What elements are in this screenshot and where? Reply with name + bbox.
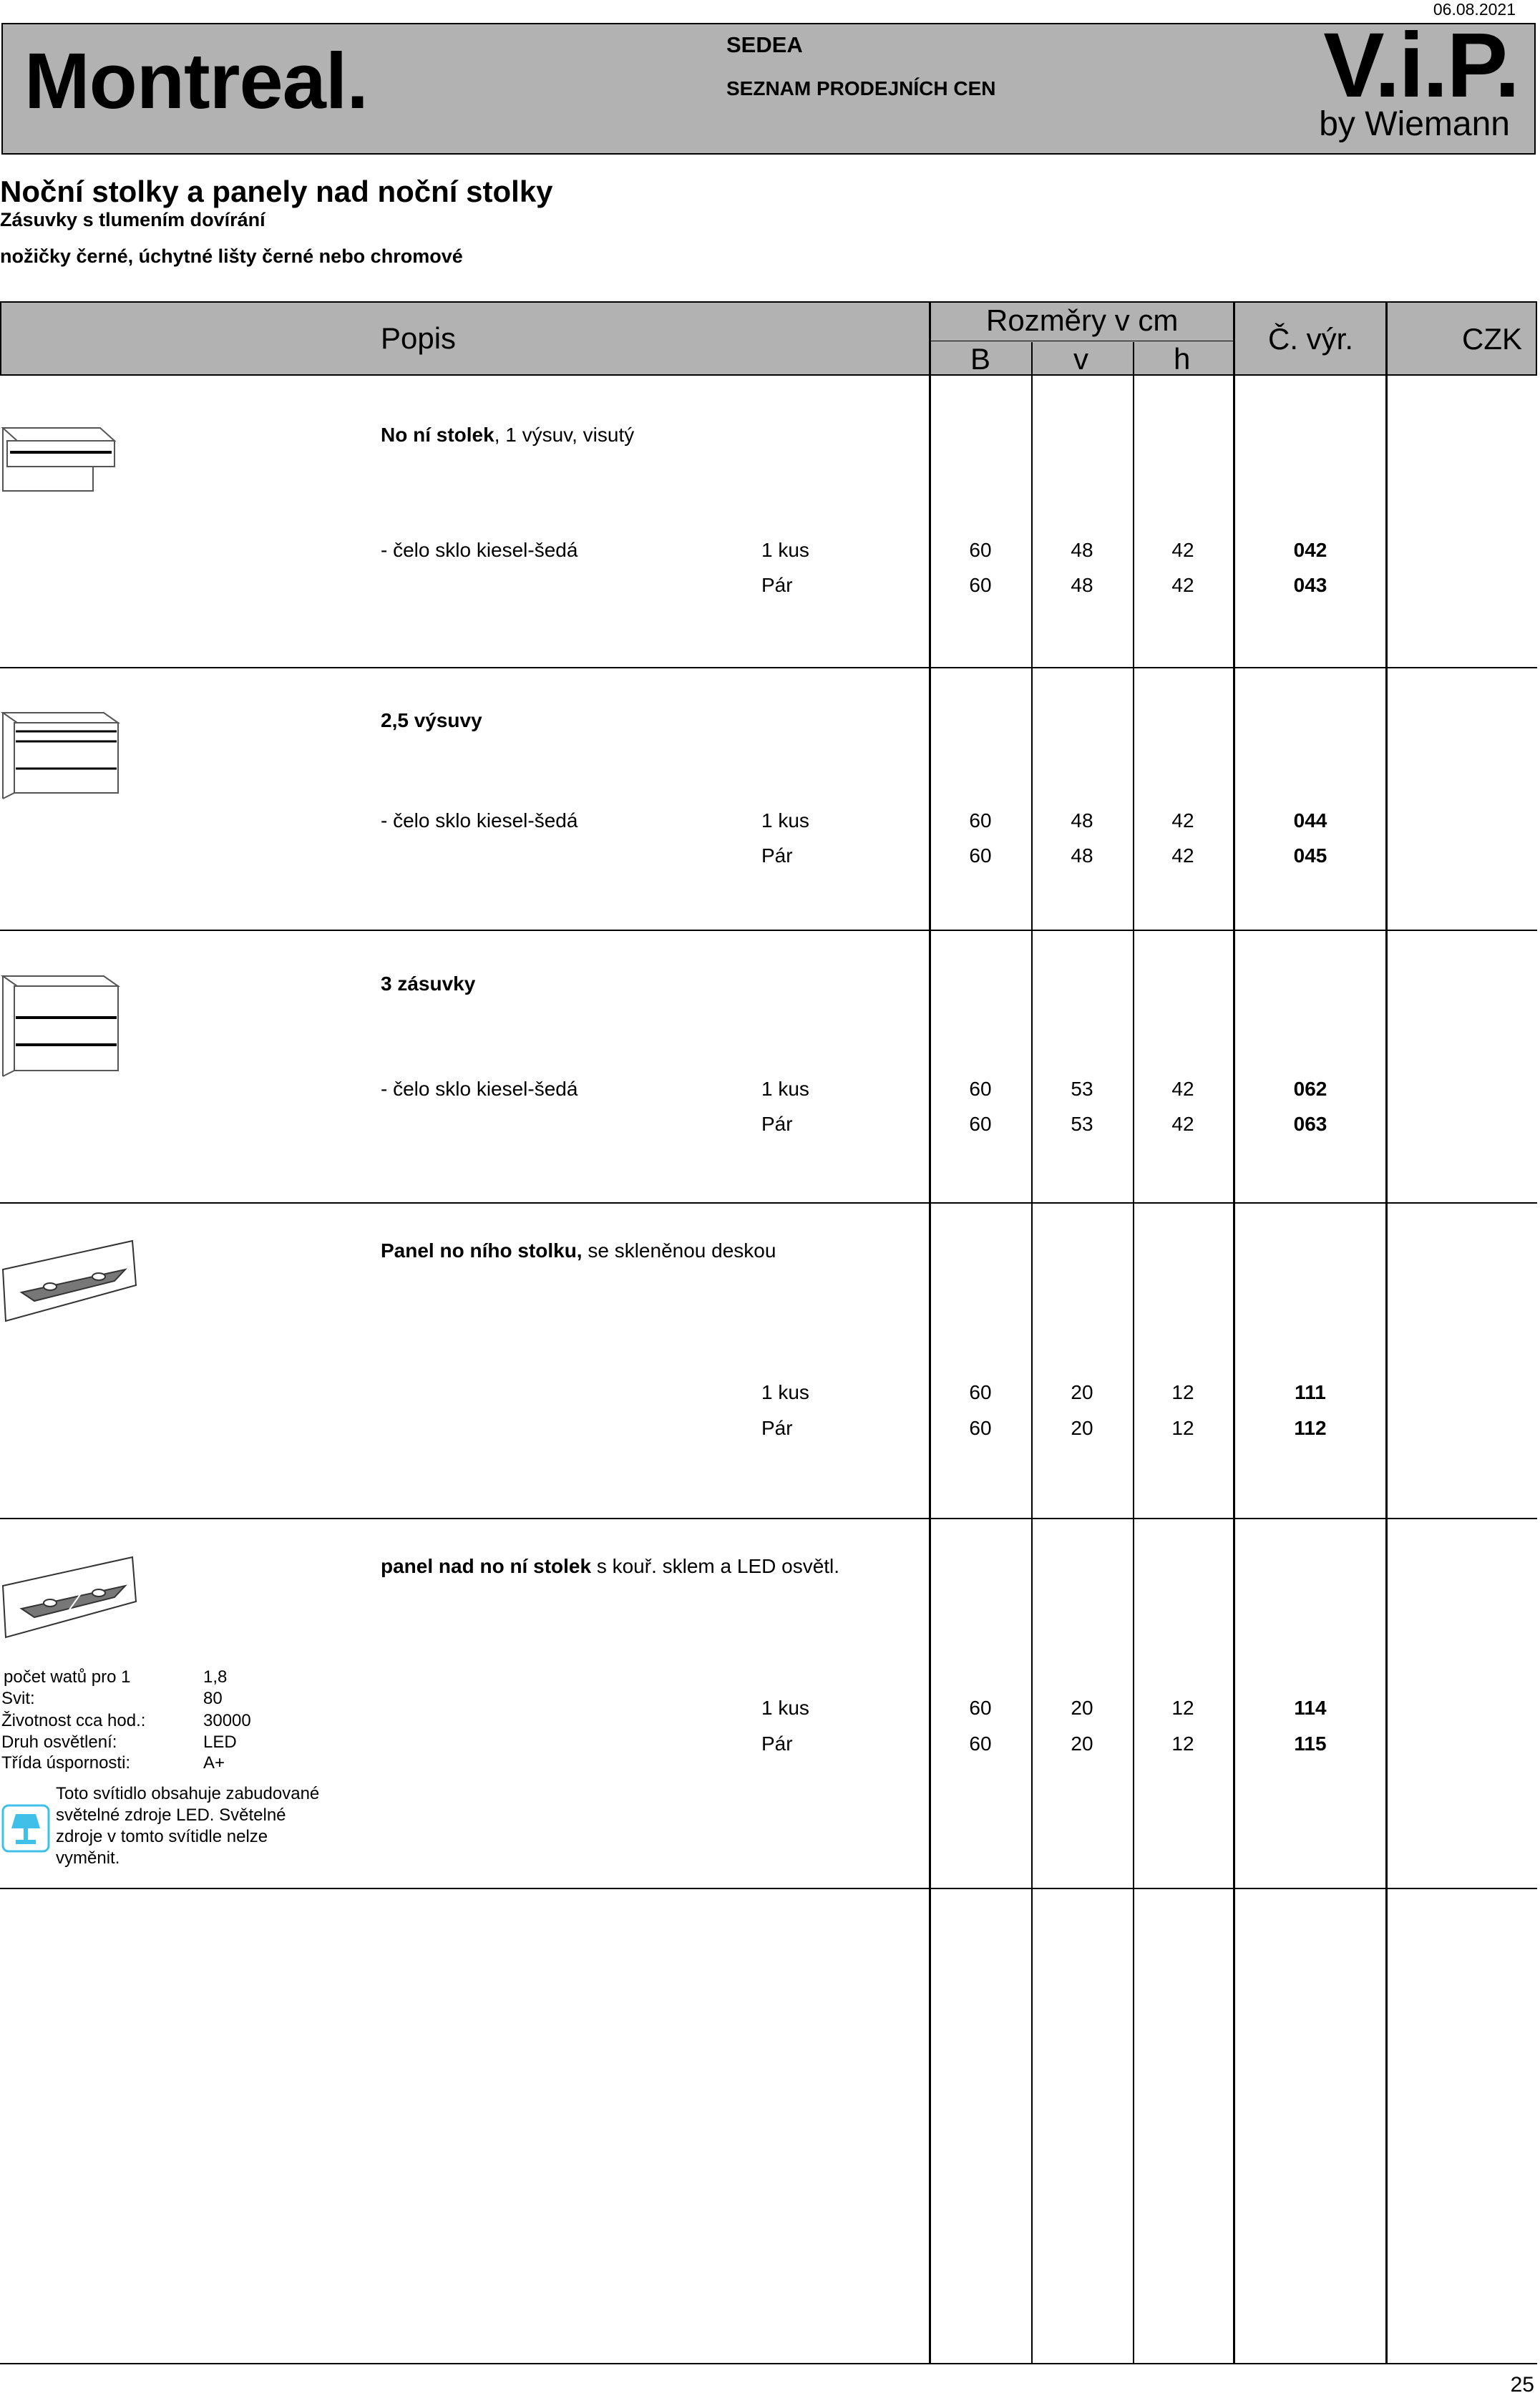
- row-article-number: 044: [1293, 809, 1327, 832]
- row-separator: [0, 2363, 1537, 2364]
- row-article-number: 062: [1293, 1078, 1327, 1100]
- glass-panel-image: [0, 1238, 140, 1324]
- row-qty: Pár: [761, 574, 793, 596]
- row-h: 42: [1171, 574, 1194, 596]
- row-v: 53: [1071, 1078, 1093, 1100]
- section-3-variant: - čelo sklo kiesel-šedá: [381, 1078, 578, 1100]
- row-v: 53: [1071, 1113, 1093, 1135]
- led-note: [56, 1783, 342, 1869]
- row-v: 20: [1071, 1381, 1093, 1403]
- header-popis: Popis: [381, 321, 457, 355]
- row-qty: Pár: [761, 1417, 793, 1439]
- row-h: 12: [1171, 1381, 1194, 1403]
- section-5-title: panel nad no ní stolek s kouř. sklem a LED osvětl.: [381, 1555, 840, 1577]
- row-article-number: 063: [1293, 1113, 1327, 1135]
- header-rozmery: Rozměry v cm: [986, 303, 1179, 337]
- header-line-1: SEDEA: [726, 32, 803, 57]
- row-v: 48: [1071, 539, 1093, 561]
- row-v: 48: [1071, 844, 1093, 867]
- row-separator: [0, 1888, 1537, 1889]
- row-separator: [0, 930, 1537, 931]
- led-note-line: Toto svítidlo obsahuje zabudované: [56, 1784, 320, 1803]
- row-h: 12: [1171, 1732, 1194, 1755]
- grid-line: [1385, 301, 1388, 2364]
- spec-label: počet watů pro 1: [4, 1667, 131, 1687]
- lamp-icon: [1, 1804, 50, 1853]
- led-note-line: zdroje v tomto svítidle nelze: [56, 1827, 268, 1846]
- row-v: 20: [1071, 1417, 1093, 1439]
- grid-line: [1233, 301, 1235, 2364]
- header-v: v: [1073, 342, 1088, 376]
- nightstand-3-drawers-image: [0, 973, 122, 1077]
- brand-title: Montreal.: [24, 37, 368, 125]
- row-article-number: 111: [1295, 1381, 1326, 1403]
- nightstand-2-5-drawers-image: [0, 710, 122, 803]
- grid-line: [1133, 342, 1134, 2364]
- row-separator: [0, 1202, 1537, 1204]
- led-note-line: vyměnit.: [56, 1848, 120, 1868]
- row-qty: Pár: [761, 1732, 793, 1755]
- row-qty: 1 kus: [761, 1697, 809, 1719]
- row-qty: 1 kus: [761, 1078, 809, 1100]
- row-h: 42: [1171, 1113, 1194, 1135]
- header-czk: CZK: [1462, 322, 1522, 356]
- spec-value: LED: [203, 1732, 237, 1752]
- row-b: 60: [969, 1113, 992, 1135]
- spec-value: 30000: [203, 1711, 251, 1730]
- grid-line: [1031, 342, 1033, 2364]
- row-qty: Pár: [761, 844, 793, 867]
- row-b: 60: [969, 844, 992, 867]
- header-cislo-vyrobku: Č. výr.: [1268, 322, 1354, 356]
- row-separator: [0, 667, 1537, 668]
- section-1-variant: - čelo sklo kiesel-šedá: [381, 539, 578, 561]
- header-line-2: SEZNAM PRODEJNÍCH CEN: [726, 77, 996, 99]
- row-article-number: 043: [1293, 574, 1327, 596]
- led-note-line: světelné zdroje LED. Světelné: [56, 1805, 286, 1825]
- spec-value: 80: [203, 1689, 223, 1708]
- spec-label: Druh osvětlení:: [1, 1732, 117, 1752]
- section-3-title: 3 zásuvky: [381, 973, 476, 995]
- page-title: Noční stolky a panely nad noční stolky: [0, 175, 553, 208]
- row-h: 42: [1171, 1078, 1194, 1100]
- section-4-title: Panel no ního stolku, se skleněnou deskou: [381, 1239, 776, 1262]
- header-h: h: [1174, 342, 1191, 376]
- header-b: B: [970, 342, 991, 376]
- row-v: 20: [1071, 1732, 1093, 1755]
- row-article-number: 112: [1294, 1417, 1327, 1439]
- row-b: 60: [969, 1732, 992, 1755]
- row-article-number: 042: [1293, 539, 1327, 561]
- spec-label: Životnost cca hod.:: [1, 1711, 146, 1730]
- nightstand-1-drawer-image: [0, 425, 118, 493]
- spec-value: 1,8: [203, 1667, 228, 1687]
- spec-label: Svit:: [1, 1689, 35, 1708]
- row-qty: 1 kus: [761, 809, 809, 832]
- row-b: 60: [969, 809, 992, 832]
- row-v: 48: [1071, 574, 1093, 596]
- vip-logo-subtitle: by Wiemann: [1319, 105, 1510, 143]
- row-article-number: 045: [1293, 844, 1327, 867]
- vip-logo: V.i.P.: [1323, 14, 1519, 117]
- page-subtitle-1: Zásuvky s tlumením dovírání: [0, 209, 265, 230]
- row-separator: [0, 1518, 1537, 1519]
- document-date: 06.08.2021: [1433, 0, 1516, 19]
- led-glass-panel-image: [0, 1554, 140, 1640]
- section-1-title: No ní stolek, 1 výsuv, visutý: [381, 424, 635, 446]
- row-h: 12: [1171, 1417, 1194, 1439]
- row-h: 12: [1171, 1697, 1194, 1719]
- page-subtitle-2: nožičky černé, úchytné lišty černé nebo chromové: [0, 245, 463, 267]
- section-2-title: 2,5 výsuvy: [381, 709, 482, 731]
- row-b: 60: [969, 1381, 992, 1403]
- row-h: 42: [1171, 539, 1194, 561]
- row-qty: Pár: [761, 1113, 793, 1135]
- spec-label: Třída úspornosti:: [1, 1753, 131, 1773]
- section-2-variant: - čelo sklo kiesel-šedá: [381, 809, 578, 832]
- row-article-number: 115: [1294, 1732, 1327, 1755]
- spec-value: A+: [203, 1753, 225, 1773]
- row-v: 48: [1071, 809, 1093, 832]
- row-qty: 1 kus: [761, 1381, 809, 1403]
- row-article-number: 114: [1294, 1697, 1327, 1719]
- row-qty: 1 kus: [761, 539, 809, 561]
- row-b: 60: [969, 1697, 992, 1719]
- row-b: 60: [969, 1417, 992, 1439]
- page-number: 25: [1510, 2373, 1534, 2397]
- row-h: 42: [1171, 809, 1194, 832]
- row-b: 60: [969, 539, 992, 561]
- row-v: 20: [1071, 1697, 1093, 1719]
- grid-line: [929, 301, 931, 2364]
- row-h: 42: [1171, 844, 1194, 867]
- row-b: 60: [969, 1078, 992, 1100]
- row-b: 60: [969, 574, 992, 596]
